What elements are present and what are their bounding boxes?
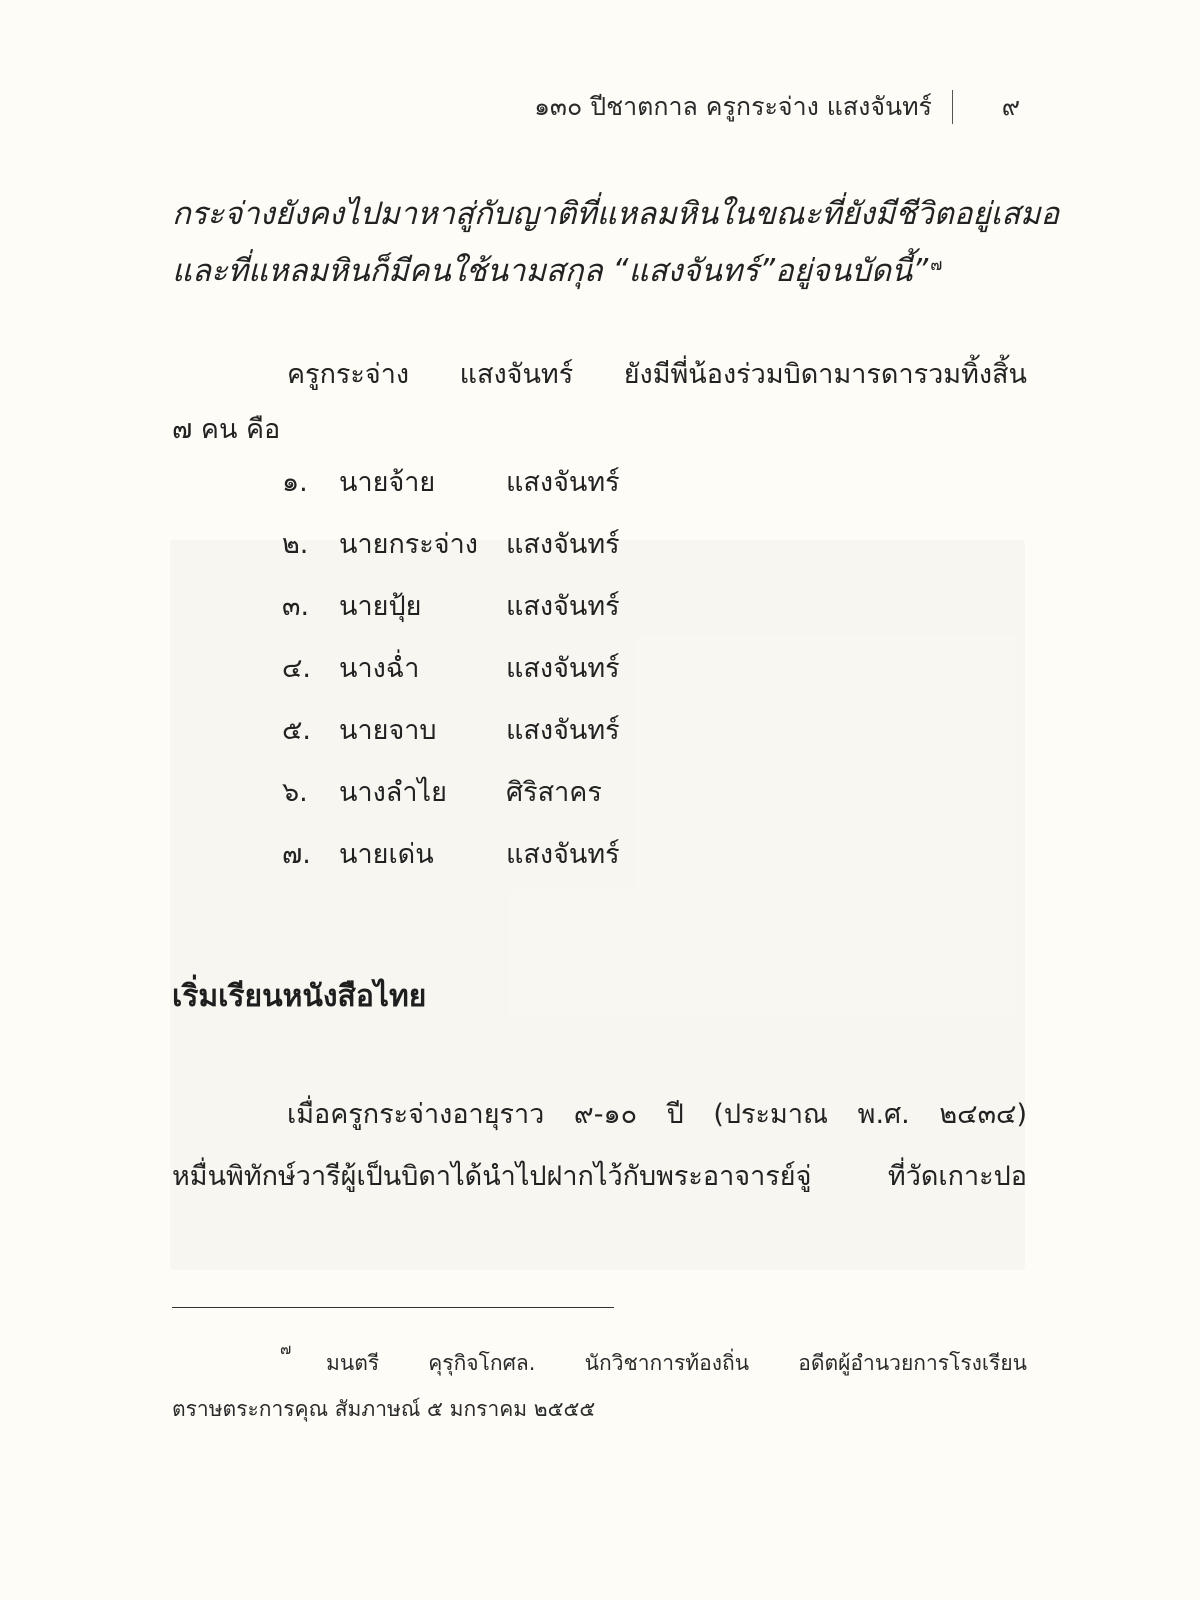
list-item — [282, 452, 882, 514]
list-item-number: ๔. — [282, 653, 312, 684]
siblings-paragraph — [172, 347, 1027, 457]
sibling-list — [282, 452, 882, 886]
footnote-reference: ๗ — [930, 254, 943, 274]
list-item-number: ๕. — [282, 715, 312, 746]
list-item-number: ๑. — [282, 467, 308, 498]
footnote-line-1 — [172, 1340, 1027, 1386]
list-item — [282, 576, 882, 638]
list-item-family-name: แสงจันทร์ — [506, 839, 620, 870]
footnote-line-1-text: มนตรี คุรุกิจโกศล. นักวิชาการท้องถิ่น อดีตผู้อำนวยการโรงเรียน — [326, 1351, 1027, 1375]
siblings-line-2: ๗ คน คือ — [172, 414, 281, 445]
list-item-family-name: แสงจันทร์ — [506, 591, 620, 622]
intro-line-2-text: และที่แหลมหินก็มีคนใช้นามสกุล “แสงจันทร์”อยู่จนบัดนี้” — [172, 253, 929, 289]
list-item-family-name: แสงจันทร์ — [506, 529, 620, 560]
list-item — [282, 514, 882, 576]
list-item-family-name: แสงจันทร์ — [506, 467, 620, 498]
header-divider — [952, 90, 953, 124]
list-item-number: ๗. — [282, 839, 311, 870]
page-header — [0, 88, 1200, 128]
footnote — [172, 1340, 1027, 1432]
list-item-number: ๖. — [282, 777, 308, 808]
list-item — [282, 638, 882, 700]
section-line-1: เมื่อครูกระจ่างอายุราว ๙-๑๐ ปี (ประมาณ พ.ศ. ๒๔๓๔) — [287, 1099, 1027, 1130]
list-item-number: ๓. — [282, 591, 310, 622]
page-number: ๙ — [1001, 92, 1020, 121]
footnote-line-2: ตราษตระการคุณ สัมภาษณ์ ๕ มกราคม ๒๕๕๕ — [172, 1397, 596, 1421]
list-item-given-name: นายเด่น — [339, 839, 434, 870]
list-item-given-name: นายจาบ — [339, 715, 437, 746]
section-line-2: หมื่นพิทักษ์วารีผู้เป็นบิดาได้นำไปฝากไว้กับพระอาจารย์จู่ ที่วัดเกาะปอ — [172, 1161, 1027, 1192]
footnote-divider — [172, 1307, 614, 1308]
footnote-mark: ๗ — [280, 1340, 292, 1358]
list-item — [282, 700, 882, 762]
list-item — [282, 824, 882, 886]
list-item-number: ๒. — [282, 529, 309, 560]
list-item-given-name: นายกระจ่าง — [339, 529, 478, 560]
siblings-line-1: ครูกระจ่าง แสงจันทร์ ยังมีพี่น้องร่วมบิดามารดารวมทิ้งสิ้น — [287, 359, 1027, 390]
list-item-given-name: นายปุ้ย — [339, 591, 422, 622]
list-item — [282, 762, 882, 824]
section-paragraph — [172, 1084, 1027, 1208]
list-item-family-name: แสงจันทร์ — [506, 715, 620, 746]
running-title: ๑๓๐ ปีชาตกาล ครูกระจ่าง แสงจันทร์ — [534, 92, 932, 121]
intro-line-2 — [172, 243, 1027, 300]
intro-line-1: กระจ่างยังคงไปมาหาสู่กับญาติที่แหลมหินในขณะที่ยังมีชีวิตอยู่เสมอ — [172, 196, 1060, 232]
list-item-given-name: นางฉ่ำ — [339, 653, 420, 684]
list-item-family-name: ศิริสาคร — [506, 777, 602, 808]
intro-paragraph — [172, 186, 1060, 300]
list-item-given-name: นางลำไย — [339, 777, 447, 808]
list-item-given-name: นายจ้าย — [339, 467, 436, 498]
list-item-family-name: แสงจันทร์ — [506, 653, 620, 684]
section-heading: เริ่มเรียนหนังสือไทย — [172, 979, 427, 1014]
